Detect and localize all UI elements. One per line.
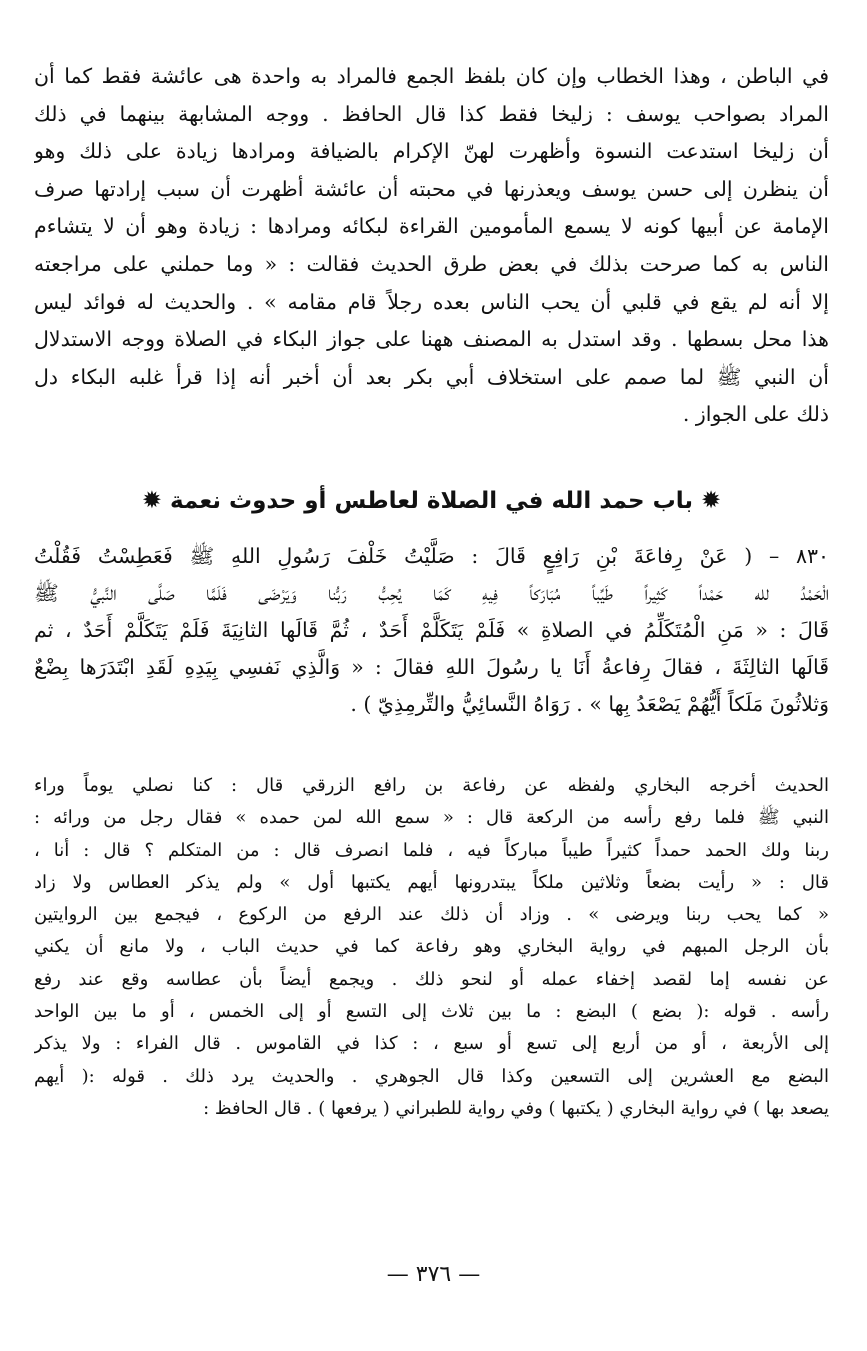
text-line: أن ينظرن إلى حسن يوسف ويعذرنها في محبته أن عائشة أظهرت أن سبب إرادتها صرف xyxy=(34,176,829,201)
text-line: في الباطن ، وهذا الخطاب وإن كان بلفظ الجمع فالمراد به واحدة هى عائشة فقط كما أن xyxy=(34,64,829,88)
chapter-heading xyxy=(34,483,829,518)
commentary-line: « كما يحب ربنا ويرضى » . وزاد أن ذلك عند الرفع من الركوع ، فيجمع بين الروايتين xyxy=(34,904,829,926)
hadith-line: قَالَها الثالِثَةَ ، فقالَ رِفاعةُ أَنَا يا رسُولَ اللهِ فقالَ : « وَالَّذِي نَفسِي بِيَدِهِ لَقَدِ ابْتَدَرَها بِضْعٌ xyxy=(34,655,829,679)
hadith-line: الْحَمْدُ لله حَمْداً كَثِيراً طَيِّباً مُبَارَكاً فِيهِ كَمَا يُحِبُّ رَبُّنا وَيَرْضَى فَلَمَّا صَلَّى النَّبيُّ ﷺ xyxy=(34,581,829,605)
page-number: — ٣٧٦ — xyxy=(386,1262,481,1287)
text-line: هذا محل بسطها . وقد استدل به المصنف ههنا على جواز البكاء في الصلاة ووجه الاستدلال xyxy=(34,327,829,352)
chapter-title: باب حمد الله في الصلاة لعاطس أو حدوث نعمة xyxy=(169,488,693,514)
commentary-line: رأسه . قوله :( بضع ) البضع : ما بين ثلاث إلى التسع أو إلى الخمس ، أو ما بين الواحد xyxy=(34,1001,829,1023)
text-line: الناس به كما صرحت بذلك في بعض طرق الحديث فقالت : « وما حملني على مراجعته xyxy=(34,251,829,276)
hadith-text xyxy=(34,538,829,723)
hadith-line: وَثلاثُونَ مَلَكاً أَيُّهُمْ يَصْعَدُ بِها » . رَوَاهُ النَّسائِيُّ والتِّرمِذِيّ ) . xyxy=(350,692,829,716)
text-line: ذلك على الجواز . xyxy=(682,402,829,427)
star-ornament-icon: ✹ xyxy=(141,486,162,514)
commentary-line: يصعد بها ) في رواية البخاري ( يكتبها ) وفي رواية للطبراني ( يرفعها ) . قال الحافظ : xyxy=(203,1097,829,1119)
star-ornament-icon: ✹ xyxy=(701,486,722,514)
commentary-line: بأن الرجل المبهم في رواية البخاري وهو رفاعة كما في حديث الباب ، ولا مانع أن يكني xyxy=(34,936,829,958)
text-line: أن زليخا استدعت النسوة وأظهرت لهنّ الإكرام بالضيافة ومرادها زيادة على ذلك وهو xyxy=(34,139,829,164)
commentary-line: البضع مع العشرين إلى التسعين وكذا قال الجوهري . والحديث يرد ذلك . قوله :( أيهم xyxy=(34,1065,829,1087)
text-line: أن النبي ﷺ لما صمم على استخلاف أبي بكر بعد أن أخبر أنه إذا قرأ غلبه البكاء دل xyxy=(34,364,829,389)
commentary-line: عن نفسه إما لقصد إخفاء عمله أو لنحو ذلك . ويجمع أيضاً بأن عطاسه وقع عند رفع xyxy=(34,968,829,990)
text-line: الإمامة عن أبيها كونه لا يسمع المأمومين القراءة لبكائه ومرادها : زيادة وهو أن لا يتشاءم xyxy=(34,214,829,239)
commentary-line: الحديث أخرجه البخاري ولفظه عن رفاعة بن رافع الزرقي قال : كنا نصلي يوماً وراء xyxy=(34,775,829,796)
commentary-line: النبي ﷺ فلما رفع رأسه من الركعة قال : « سمع الله لمن حمده » فقال رجل من ورائه : xyxy=(34,807,829,829)
commentary-paragraph-continued xyxy=(34,58,829,434)
commentary-line: ربنا ولك الحمد حمداً كثيراً طيباً مباركاً فيه ، فلما انصرف قال : من المتكلم ؟ قال : أنا ، xyxy=(34,839,829,861)
commentary-line: قال : « رأيت بضعاً وثلاثين ملكاً يبتدرونها أيهم يكتبها أول » ولم يذكر العطاس ولا زاد xyxy=(34,871,829,893)
hadith-commentary xyxy=(34,770,829,1125)
commentary-line: إلى الأربعة ، أو من أربع إلى تسع أو سبع ، : كذا في القاموس . قال الفراء : ولا يذكر xyxy=(34,1033,829,1055)
text-line: المراد بصواحب يوسف : زليخا فقط كذا قال الحافظ . ووجه المشابهة بينهما في ذلك xyxy=(34,101,829,126)
text-line: إلا أنه لم يقع في قلبي أن يحب الناس بعده رجلاً قام مقامه » . والحديث له فوائد ليس xyxy=(34,289,829,314)
hadith-line: قَالَ : « مَنِ الْمُتَكَلِّمُ في الصلاةِ » فَلَمْ يَتَكَلَّمْ أَحَدٌ ، ثُمَّ قَالَها الثانِيَةَ فَلَمْ يَتَكَلَّمْ أَحَدٌ ، ثم xyxy=(34,618,829,642)
hadith-line: ٨٣٠ – ( عَنْ رِفاعَةَ بْنِ رَافِعٍ قَالَ : صَلَّيْتُ خَلْفَ رَسُولِ اللهِ ﷺ فَعَطِسْتُ فَقُلْتُ xyxy=(34,544,829,568)
